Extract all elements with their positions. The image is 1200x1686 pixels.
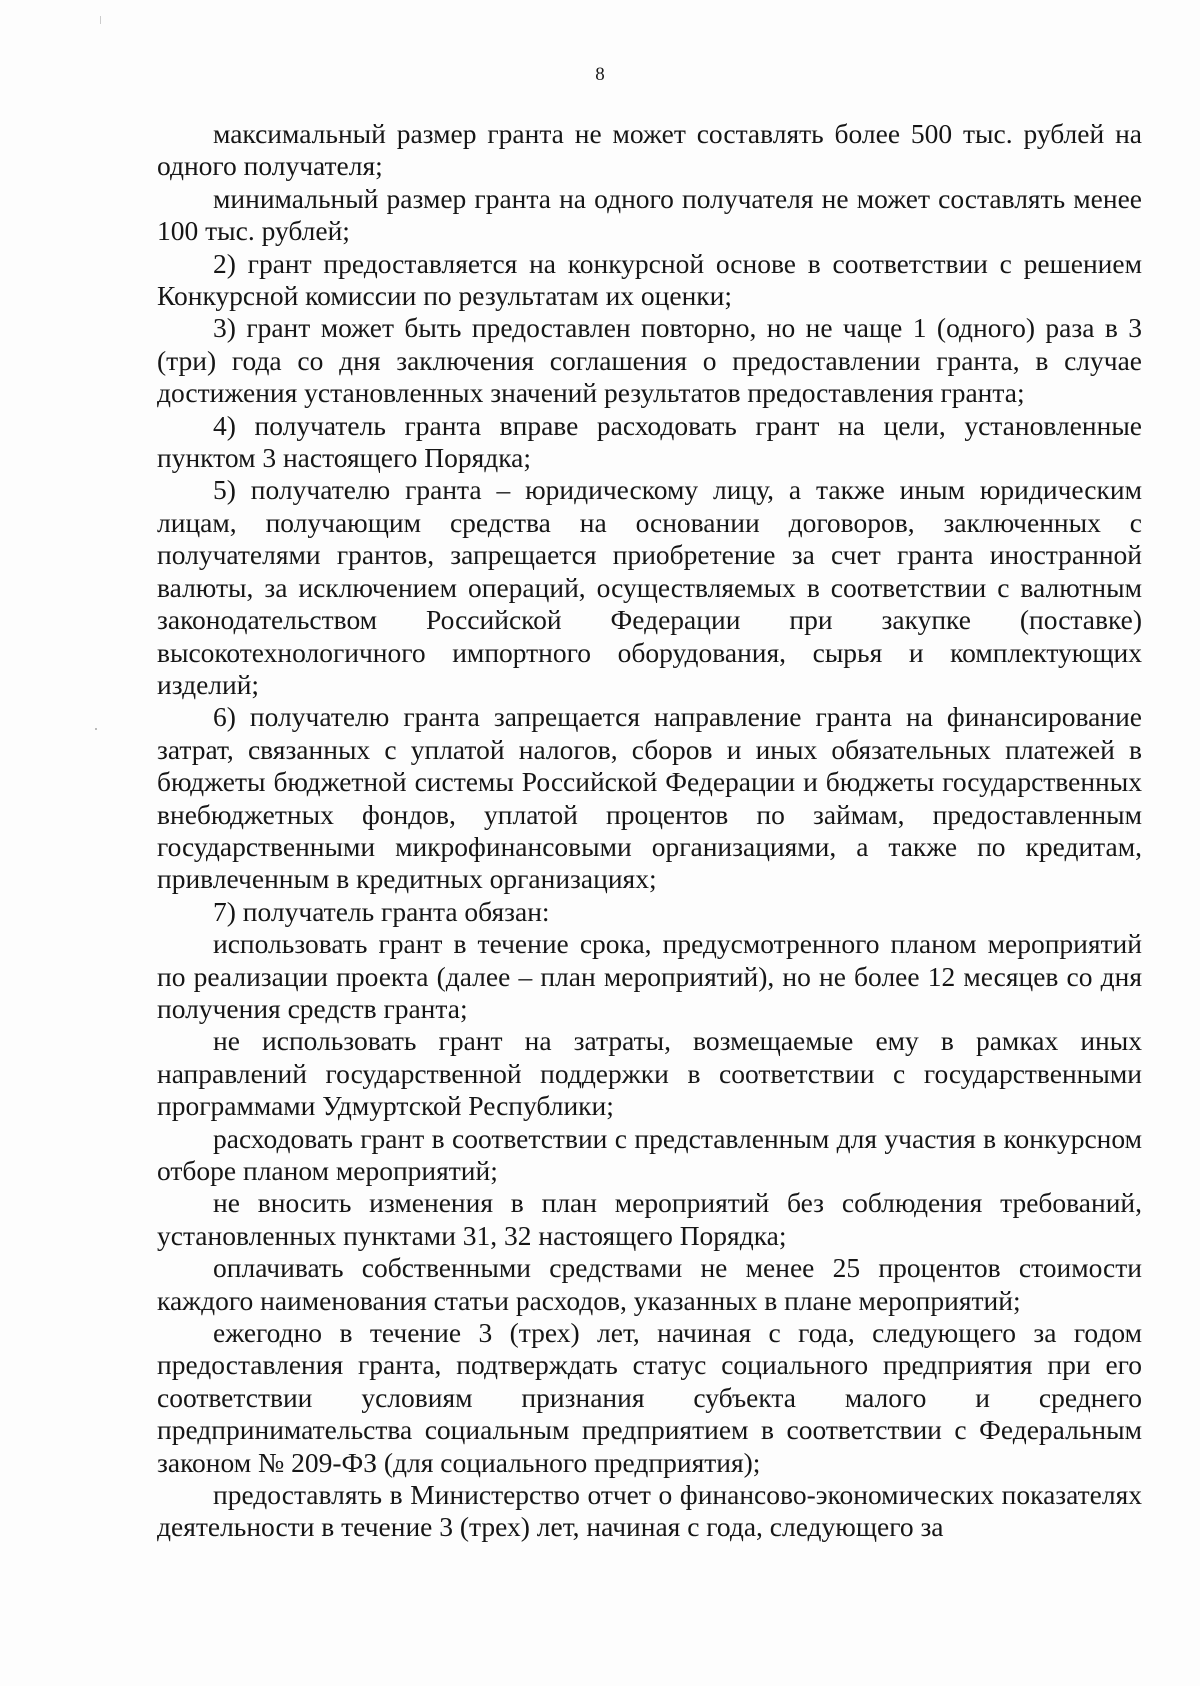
paragraph-item-6: 6) получателю гранта запрещается направление гранта на финансирование затрат, связанных с уплатой налогов, сборов и иных обязательных платежей в бюджеты бюджетной системы Российской Федерации и бюджеты государственных внебюджетных фондов, уплатой процентов по займам, предоставленным государственными микрофинансовыми организациями, а также по кредитам, привлеченным в кредитных организациях;: [157, 701, 1142, 895]
paragraph-obligation-spend-per-plan: расходовать грант в соответствии с представленным для участия в конкурсном отборе планом мероприятий;: [157, 1122, 1142, 1186]
paragraph-obligation-confirm-status: ежегодно в течение 3 (трех) лет, начиная с года, следующего за годом предоставления гранта, подтверждать статус социального предприятия при его соответствии условиям признания субъекта малого и среднего предпринимательства социальным предприятием в соответствии с Федеральным законом № 209-ФЗ (для социального предприятия);: [157, 1317, 1142, 1478]
paragraph-max-grant-size: максимальный размер гранта не может составлять более 500 тыс. рублей на одного получателя;: [157, 118, 1142, 182]
paragraph-item-4: 4) получатель гранта вправе расходовать грант на цели, установленные пунктом 3 настоящего Порядка;: [157, 409, 1142, 474]
scan-artifact: [95, 728, 97, 730]
paragraph-item-2: 2) грант предоставляется на конкурсной основе в соответствии с решением Конкурсной комиссии по результатам их оценки;: [157, 247, 1142, 312]
paragraph-obligation-no-double-funding: не использовать грант на затраты, возмещаемые ему в рамках иных направлений государственной поддержки в соответствии с государственными программами Удмуртской Республики;: [157, 1025, 1142, 1122]
scan-artifact: [100, 16, 101, 24]
paragraph-item-3: 3) грант может быть предоставлен повторно, но не чаще 1 (одного) раза в 3 (три) года со дня заключения соглашения о предоставлении гранта, в случае достижения установленных значений результатов предоставления гранта;: [157, 312, 1142, 409]
paragraph-min-grant-size: минимальный размер гранта на одного получателя не может составлять менее 100 тыс. рублей;: [157, 182, 1142, 247]
paragraph-obligation-no-plan-changes: не вносить изменения в план мероприятий без соблюдения требований, установленных пунктами 31, 32 настоящего Порядка;: [157, 1187, 1142, 1251]
document-body: [157, 118, 1142, 1544]
paragraph-obligation-cofinancing: оплачивать собственными средствами не менее 25 процентов стоимости каждого наименования статьи расходов, указанных в плане мероприятий;: [157, 1252, 1142, 1316]
paragraph-obligation-report: предоставлять в Министерство отчет о финансово-экономических показателях деятельности в течение 3 (трех) лет, начиная с года, следующего за: [157, 1479, 1142, 1543]
paragraph-item-7: 7) получатель гранта обязан:: [213, 895, 550, 927]
paragraph-obligation-use-grant: использовать грант в течение срока, предусмотренного планом мероприятий по реализации проекта (далее – план мероприятий), но не более 12 месяцев со дня получения средств гранта;: [157, 928, 1142, 1024]
page-number: 8: [595, 64, 605, 85]
paragraph-item-5: 5) получателю гранта – юридическому лицу, а также иным юридическим лицам, получающим средства на основании договоров, заключенных с получателями грантов, запрещается приобретение за счет гранта иностранной валюты, за исключением операций, осуществляемых в соответствии с валютным законодательством Российской Федерации при закупке (поставке) высокотехнологичного импортного оборудования, сырья и комплектующих изделий;: [157, 474, 1142, 700]
